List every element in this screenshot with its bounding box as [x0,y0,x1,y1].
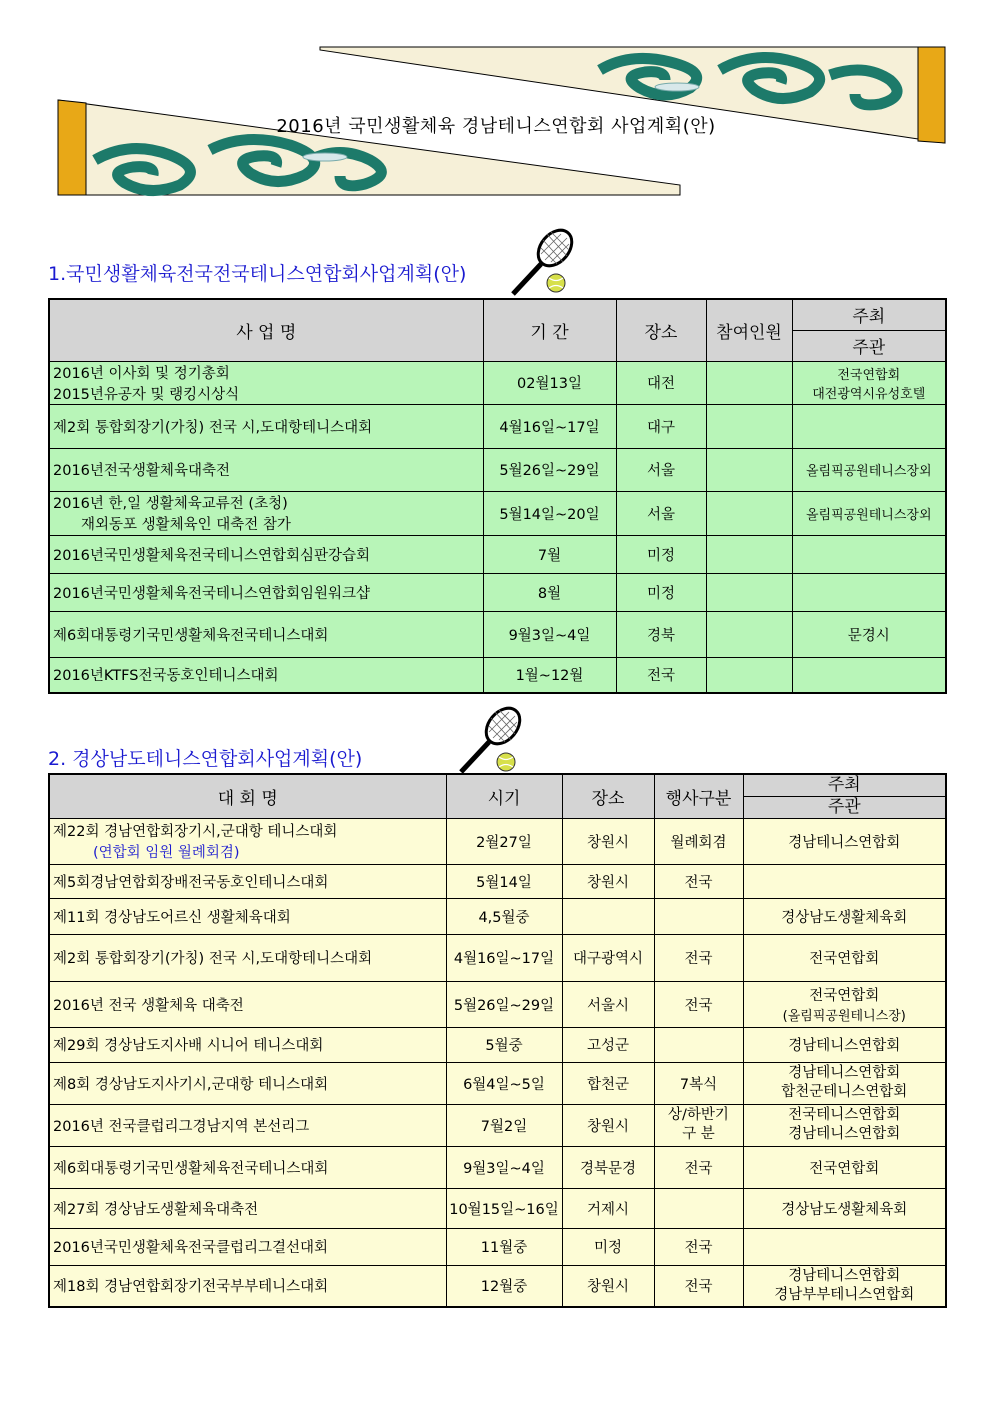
cell-name: 제8회 경상남도지사기시,군대항 테니스대회 [49,1062,446,1104]
cell-place: 창원시 [562,864,654,898]
cell-host: 전국연합회 (올림픽공원테니스장) [743,981,946,1027]
table-row [49,898,946,934]
cell-place: 미정 [616,535,706,573]
cell-period: 1월~12월 [483,657,616,693]
tennis-ball-icon [545,272,567,294]
section2-title: 2. 경상남도테니스연합회사업계획(안) [48,748,363,770]
cell-name: 2016년국민생활체육전국테니스연합회심판강습회 [49,535,483,573]
cell-place: 미정 [562,1228,654,1265]
header-participants: 참여인원 [706,299,792,361]
cell-name: 제22회 경남연합회장기시,군대항 테니스대회 (연합회 임원 월례회겸) [49,818,446,864]
cell-name: 제2회 통합회장기(가칭) 전국 시,도대항테니스대회 [49,934,446,981]
table-row [49,1062,946,1104]
cell-name: 제27회 경상남도생활체육대축전 [49,1188,446,1228]
cell-host [792,573,946,611]
cell-participants [706,611,792,657]
cell-name: 제6회대통령기국민생활체육전국테니스대회 [49,1146,446,1188]
cell-participants [706,491,792,535]
cell-period: 4월16일~17일 [446,934,562,981]
header-place: 장소 [616,299,706,361]
cell-name: 제11회 경상남도어르신 생활체육대회 [49,898,446,934]
table-row [49,573,946,611]
cell-host [792,404,946,448]
table-row [49,818,946,864]
header-organizer: 주관 [743,796,946,818]
table-row [49,1265,946,1307]
header-name: 대 회 명 [49,774,446,818]
cell-place: 경북 [616,611,706,657]
cell-place: 서울 [616,448,706,491]
cell-place: 미정 [616,573,706,611]
cell-name: 제5회경남연합회장배전국동호인테니스대회 [49,864,446,898]
cell-category [654,898,743,934]
cell-name: 2016년KTFS전국동호인테니스대회 [49,657,483,693]
cell-host: 올림픽공원테니스장외 [792,491,946,535]
cell-category: 전국 [654,1228,743,1265]
cell-host: 전국연합회 대전광역시유성호텔 [792,361,946,404]
cell-period: 9월3일~4일 [446,1146,562,1188]
table-row [49,1027,946,1062]
cell-participants [706,361,792,404]
cell-host [792,535,946,573]
cell-host: 전국테니스연합회 경남테니스연합회 [743,1104,946,1146]
cell-period: 12월중 [446,1265,562,1307]
cell-place: 창원시 [562,1265,654,1307]
cell-host: 올림픽공원테니스장외 [792,448,946,491]
cell-period: 6월4일~5일 [446,1062,562,1104]
cell-name: 2016년 한,일 생활체육교류전 (초청) 재외동포 생활체육인 대축전 참가 [49,491,483,535]
cell-place: 합천군 [562,1062,654,1104]
cell-place [562,898,654,934]
table-row [49,491,946,535]
cell-period: 4,5월중 [446,898,562,934]
table-row [49,535,946,573]
cell-period: 5월26일~29일 [483,448,616,491]
cell-name: 2016년국민생활체육전국클럽리그결선대회 [49,1228,446,1265]
cell-name: 2016년 전국클럽리그경남지역 본선리그 [49,1104,446,1146]
cell-category: 전국 [654,1265,743,1307]
cell-participants [706,573,792,611]
table-row [49,864,946,898]
header-name: 사 업 명 [49,299,483,361]
cell-category: 전국 [654,981,743,1027]
cell-host: 경상남도생활체육회 [743,898,946,934]
cell-name: 2016년 전국 생활체육 대축전 [49,981,446,1027]
cell-place: 전국 [616,657,706,693]
cell-place: 서울시 [562,981,654,1027]
table-row [49,934,946,981]
cell-host [743,1228,946,1265]
project-plan-table-national [48,298,947,694]
cell-name: 제2회 통합회장기(가칭) 전국 시,도대항테니스대회 [49,404,483,448]
header-place: 장소 [562,774,654,818]
cell-category: 전국 [654,1146,743,1188]
cell-host [792,657,946,693]
cell-host: 경남테니스연합회 [743,818,946,864]
table-row [49,1146,946,1188]
section1-title: 1.국민생활체육전국전국테니스연합회사업계획(안) [48,263,467,285]
cell-host: 전국연합회 [743,1146,946,1188]
table-row [49,611,946,657]
cell-participants [706,448,792,491]
table-row [49,448,946,491]
header-period: 시기 [446,774,562,818]
cell-period: 5월중 [446,1027,562,1062]
cell-place: 거제시 [562,1188,654,1228]
project-plan-table-gyeongnam [48,773,947,1308]
cell-period: 7월2일 [446,1104,562,1146]
cell-place: 서울 [616,491,706,535]
tennis-racket-icon [505,228,580,298]
cell-place: 고성군 [562,1027,654,1062]
table-row [49,1228,946,1265]
header-host: 주최 [743,774,946,796]
cell-period: 10월15일~16일 [446,1188,562,1228]
cell-place: 대전 [616,361,706,404]
cell-host: 문경시 [792,611,946,657]
banner-scroll-graphic [0,0,992,205]
document-title: 2016년 국민생활체육 경남테니스연합회 사업계획(안) [276,116,716,137]
cell-participants [706,404,792,448]
cell-period: 11월중 [446,1228,562,1265]
cell-place: 대구 [616,404,706,448]
table-row [49,404,946,448]
cell-period: 2월27일 [446,818,562,864]
header-category: 행사구분 [654,774,743,818]
cell-host: 경남테니스연합회 [743,1027,946,1062]
cell-host: 경남테니스연합회 합천군테니스연합회 [743,1062,946,1104]
cell-period: 8월 [483,573,616,611]
cell-host [743,864,946,898]
cell-category: 전국 [654,934,743,981]
cell-period: 9월3일~4일 [483,611,616,657]
cell-host: 전국연합회 [743,934,946,981]
cell-place: 경북문경 [562,1146,654,1188]
cell-category: 7복식 [654,1062,743,1104]
cell-category [654,1188,743,1228]
cell-name: 2016년국민생활체육전국테니스연합회임원워크샵 [49,573,483,611]
cell-period: 4월16일~17일 [483,404,616,448]
tennis-ball-icon [495,751,517,773]
cell-period: 02월13일 [483,361,616,404]
cell-participants [706,657,792,693]
cell-place: 창원시 [562,1104,654,1146]
cell-name: 제18회 경남연합회장기전국부부테니스대회 [49,1265,446,1307]
cell-name: 2016년 이사회 및 정기총회 2015년유공자 및 랭킹시상식 [49,361,483,404]
table-row [49,1188,946,1228]
cell-host: 경남테니스연합회 경남부부테니스연합회 [743,1265,946,1307]
cell-place: 대구광역시 [562,934,654,981]
table-row [49,361,946,404]
table-row [49,981,946,1027]
cell-period: 7월 [483,535,616,573]
cell-category: 월례회겸 [654,818,743,864]
cell-name: 제6회대통령기국민생활체육전국테니스대회 [49,611,483,657]
cell-place: 창원시 [562,818,654,864]
cell-period: 5월26일~29일 [446,981,562,1027]
cell-period: 5월14일~20일 [483,491,616,535]
header-period: 기 간 [483,299,616,361]
header-host: 주최 [792,299,946,330]
header-organizer: 주관 [792,330,946,361]
cell-host: 경상남도생활체육회 [743,1188,946,1228]
cell-name: 2016년전국생활체육대축전 [49,448,483,491]
cell-period: 5월14일 [446,864,562,898]
cell-participants [706,535,792,573]
cell-category: 상/하반기 구 분 [654,1104,743,1146]
table-row [49,1104,946,1146]
cell-name: 제29회 경상남도지사배 시니어 테니스대회 [49,1027,446,1062]
table-row [49,657,946,693]
cell-category [654,1027,743,1062]
cell-category: 전국 [654,864,743,898]
